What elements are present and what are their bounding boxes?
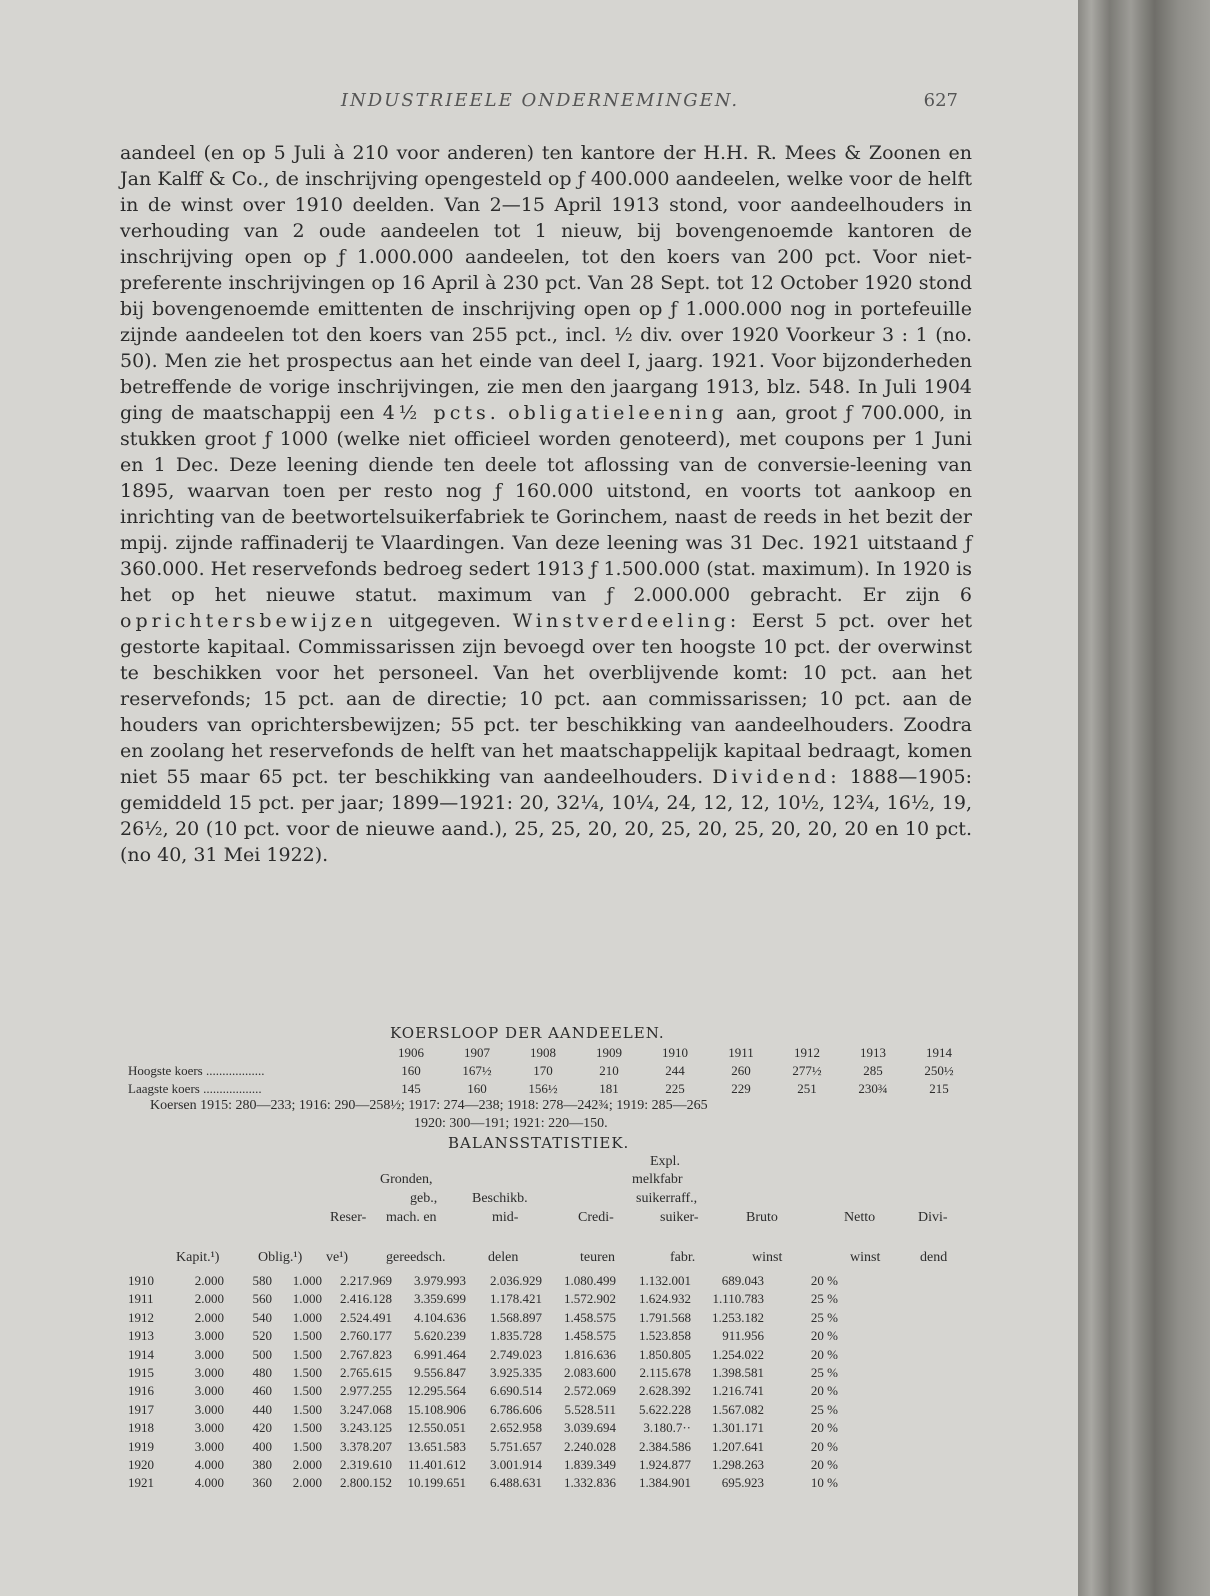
column-header: Bruto (746, 1210, 778, 1225)
table-cell: 3.925.335 (490, 1365, 542, 1381)
spaced-text: oprichtersbewijzen (120, 610, 377, 632)
table-cell: 1.301.171 (712, 1420, 764, 1436)
table-cell: 1.110.783 (712, 1291, 764, 1307)
table-cell: 277½ (792, 1063, 822, 1078)
table-cell: 225 (665, 1081, 685, 1096)
table-cell: 1.850.805 (639, 1346, 691, 1362)
table-cell: 156½ (528, 1081, 558, 1096)
table-cell: 2.572.069 (564, 1383, 616, 1399)
table-cell: 1.791.568 (639, 1309, 691, 1325)
table-row (128, 1364, 838, 1382)
table-cell: 1.298.263 (712, 1457, 764, 1473)
year-cell: 1914 (926, 1045, 952, 1060)
table-cell: 20 % (810, 1438, 838, 1454)
table-row (128, 1346, 838, 1364)
table-cell: 3.000 (194, 1365, 224, 1381)
table-cell: 170 (533, 1063, 553, 1078)
year-cell: 1914 (128, 1346, 154, 1362)
table-cell: 5.751.657 (490, 1438, 542, 1454)
column-header: gereedsch. (386, 1250, 446, 1265)
table-cell: 520 (252, 1328, 272, 1344)
table-row (128, 1327, 838, 1345)
table-cell: 25 % (810, 1365, 838, 1381)
table-row (128, 1474, 838, 1492)
table-cell: 3.180.7·· (643, 1420, 691, 1436)
table-cell: 1.624.932 (639, 1291, 691, 1307)
table-cell: 4.000 (194, 1475, 224, 1491)
table-cell: 1.458.575 (564, 1328, 616, 1344)
table-cell: 215 (929, 1081, 949, 1096)
spaced-text: 4½ pcts. (382, 402, 500, 424)
table-cell: 4.104.636 (414, 1309, 466, 1325)
table-cell: 25 % (810, 1401, 838, 1417)
table-cell: 2.000 (194, 1309, 224, 1325)
table-cell: 20 % (810, 1346, 838, 1362)
text-run: aan, groot ƒ 700.000, in stukken groot ƒ 1000 (welke niet officieel worden genoteerd), met coupons per 1 Juni en 1 Dec. Deze leening diende ten deele tot aflossing van de conversie-leening van 1895, waarvan toen per resto nog ƒ 160.000 uitstond, en voorts tot aankoop en inrichting van de beetwortelsuikerfabriek te Gorinchem, naast de reeds in het bezit der mpij. zijnde raffinaderij te Vlaardingen. Van deze leening was 31 Dec. 1921 uitstaand ƒ 360.000. Het reservefonds bedroeg sedert 1913 ƒ 1.500.000 (stat. maximum). In 1920 is het op het nieuwe statut. maximum van ƒ 2.000.000 gebracht. Er zijn 6 (120, 402, 972, 606)
year-cell: 1907 (464, 1045, 490, 1060)
table-cell: 1.568.897 (490, 1309, 542, 1325)
table-cell: 400 (252, 1438, 272, 1454)
year-cell: 1919 (128, 1438, 154, 1454)
table-row (128, 1401, 838, 1419)
table-cell: 440 (252, 1401, 272, 1417)
table-cell: 3.000 (194, 1401, 224, 1417)
table-cell: 1.500 (292, 1328, 322, 1344)
column-header: winst (850, 1250, 881, 1265)
table-cell: 1.500 (292, 1401, 322, 1417)
column-header: Oblig.¹) (258, 1250, 303, 1265)
year-cell: 1906 (398, 1045, 424, 1060)
table-cell: 1.523.858 (639, 1328, 691, 1344)
table-cell: 10 % (810, 1475, 838, 1491)
table-cell: 911.956 (722, 1328, 764, 1344)
table-cell: 1.500 (292, 1365, 322, 1381)
table-row (128, 1419, 838, 1437)
table-cell: 20 % (810, 1457, 838, 1473)
table-cell: 229 (731, 1081, 751, 1096)
table-cell: 3.000 (194, 1438, 224, 1454)
table-cell: 1.207.641 (712, 1438, 764, 1454)
column-header: ve¹) (326, 1250, 349, 1265)
table-cell: 250½ (924, 1063, 954, 1078)
year-cell: 1911 (728, 1045, 754, 1060)
year-cell: 1921 (128, 1475, 154, 1491)
table-cell: 160 (401, 1063, 421, 1078)
table-cell: 380 (252, 1457, 272, 1473)
table-cell: 2.760.177 (340, 1328, 392, 1344)
column-header: mid- (492, 1210, 519, 1225)
table-cell: 1.216.741 (712, 1383, 764, 1399)
table-cell: 1.080.499 (564, 1273, 616, 1288)
table-cell: 560 (252, 1291, 272, 1307)
column-header: suikerraff., (636, 1191, 698, 1206)
table-row (128, 1290, 838, 1308)
column-header: geb., (410, 1191, 438, 1206)
table-cell: 1.924.877 (639, 1457, 691, 1473)
table-cell: 20 % (810, 1273, 838, 1288)
table-cell: 2.000 (194, 1273, 224, 1288)
table-cell: 167½ (462, 1063, 492, 1078)
table-cell: 3.359.699 (414, 1291, 466, 1307)
koersloop-table (128, 1044, 972, 1098)
column-header: Credi- (578, 1210, 614, 1225)
table-cell: 2.524.491 (340, 1309, 392, 1325)
table-cell: 1.253.182 (712, 1309, 764, 1325)
table-cell: 1.178.421 (490, 1291, 542, 1307)
table-cell: 2.765.615 (340, 1365, 392, 1381)
table-cell: 2.000 (194, 1291, 224, 1307)
table-cell: 3.000 (194, 1420, 224, 1436)
column-header: teuren (580, 1250, 615, 1265)
table-cell: 12.550.051 (407, 1420, 466, 1436)
table-cell: 3.001.914 (490, 1457, 542, 1473)
table-cell: 1.000 (292, 1309, 322, 1325)
table-cell: 6.991.464 (414, 1346, 466, 1362)
table-cell: 1.835.728 (490, 1328, 542, 1344)
text-run: Eerst 5 pct. over het gestorte kapitaal. Commissarissen zijn bevoegd over ten hoogste 10 pct. der overwinst te beschikken voor het personeel. Van het overblijvende komt: 10 pct. aan het reservefonds; 15 pct. aan de directie; 10 pct. aan commissarissen; 10 pct. aan de houders van oprichtersbewijzen; 55 pct. ter beschikking van aandeelhouders. Zoodra en zoolang het reservefonds de helft van het maatschappelijk kapitaal bedraagt, komen niet 55 maar 65 pct. ter beschikking van aandeelhouders. (120, 610, 972, 788)
spaced-text: obligatieleening (508, 402, 728, 424)
table-cell: 1.500 (292, 1346, 322, 1362)
table-cell: 500 (252, 1346, 272, 1362)
table-cell: 230¾ (858, 1081, 888, 1096)
table-cell: 6.786.606 (490, 1401, 542, 1417)
column-header: suiker- (660, 1210, 699, 1225)
table-cell: 6.690.514 (490, 1383, 542, 1399)
table-cell: 1.332.836 (564, 1475, 616, 1491)
table-cell: 210 (599, 1063, 619, 1078)
table-cell: 1.398.581 (712, 1365, 764, 1381)
table-cell: 420 (252, 1420, 272, 1436)
text-run: aandeel (en op 5 Juli à 210 voor anderen) ten kantore der H.H. R. Mees & Zoonen en Jan Kalff & Co., de inschrijving opengesteld op ƒ 400.000 aandeelen, welke voor de helft in de winst over 1910 deelden. Van 2—15 April 1913 stond, voor aandeelhouders in verhouding van 2 oude aandeelen tot 1 nieuw, bij bovengenoemde kantoren de inschrijving open op ƒ 1.000.000 aandeelen, tot den koers van 200 pct. Voor niet-preferente inschrijvingen op 16 April à 230 pct. Van 28 Sept. tot 12 October 1920 stond bij bovengenoemde emittenten de inschrijving open op ƒ 1.000.000 nog in portefeuille zijnde aandeelen tot den koers van 255 pct., incl. ½ div. over 1920 Voorkeur 3 : 1 (no. 50). Men zie het prospectus aan het einde van deel I, jaarg. 1921. Voor bijzonderheden betreffende de vorige inschrijvingen, zie men den jaargang 1913, blz. 548. In Juli 1904 ging de maatschappij een (120, 142, 972, 424)
table-cell: 2.977.255 (340, 1383, 392, 1399)
table-cell: 2.036.929 (490, 1273, 542, 1288)
table-cell: 1.000 (292, 1273, 322, 1288)
table-row (128, 1272, 838, 1290)
table-cell: 1.500 (292, 1420, 322, 1436)
table-cell: 689.043 (721, 1273, 764, 1288)
table-cell: 695.923 (721, 1475, 764, 1491)
table-row (128, 1438, 838, 1456)
table-cell: 1.254.022 (712, 1346, 764, 1362)
table-cell: 2.240.028 (564, 1438, 616, 1454)
table-cell: 2.652.958 (490, 1420, 542, 1436)
table-cell: 1.500 (292, 1383, 322, 1399)
koersen-line: 1920: 300—191; 1921: 220—150. (414, 1116, 608, 1131)
column-header: melkfabr (632, 1172, 683, 1187)
year-cell: 1915 (128, 1365, 154, 1381)
running-head: INDUSTRIEELE ONDERNEMINGEN. (340, 90, 740, 111)
book-spine (1078, 0, 1210, 1596)
year-cell: 1913 (860, 1045, 886, 1060)
year-cell: 1911 (128, 1291, 154, 1307)
table-cell: 1.839.349 (564, 1457, 616, 1473)
table-cell: 2.000 (292, 1475, 322, 1491)
table-cell: 2.416.128 (340, 1291, 392, 1307)
year-cell: 1916 (128, 1383, 154, 1399)
table-cell: 3.039.694 (564, 1420, 616, 1436)
table-row (128, 1080, 972, 1098)
table-cell: 251 (797, 1081, 817, 1096)
table-cell: 460 (252, 1383, 272, 1399)
table-cell: 1.816.636 (564, 1346, 616, 1362)
column-header: Divi- (918, 1210, 948, 1225)
balans-title: BALANSSTATISTIEK. (448, 1134, 630, 1152)
table-cell: 2.628.392 (639, 1383, 691, 1399)
year-cell: 1920 (128, 1457, 154, 1473)
koersen-line: Koersen 1915: 280—233; 1916: 290—258½; 1917: 274—238; 1918: 278—242¾; 1919: 285—265 (150, 1098, 708, 1113)
balans-body (128, 1272, 838, 1493)
table-cell: 244 (665, 1063, 685, 1078)
table-cell: 11.401.612 (407, 1457, 466, 1473)
year-cell: 1912 (128, 1309, 154, 1325)
table-cell: 3.979.993 (414, 1273, 466, 1288)
table-cell: 3.000 (194, 1346, 224, 1362)
page-number: 627 (923, 90, 958, 111)
table-cell: 20 % (810, 1328, 838, 1344)
koersloop-title: KOERSLOOP DER AANDEELEN. (390, 1024, 665, 1042)
table-cell: 25 % (810, 1291, 838, 1307)
table-row (128, 1456, 838, 1474)
table-cell: 10.199.651 (407, 1475, 466, 1491)
table-cell: 2.115.678 (639, 1365, 691, 1381)
table-cell: 2.083.600 (564, 1365, 616, 1381)
year-cell: 1917 (128, 1401, 154, 1417)
table-cell: 540 (252, 1309, 272, 1325)
table-cell: 145 (401, 1081, 421, 1096)
spaced-text: Winstverdeeling: (512, 610, 741, 632)
text-run: uitgegeven. (388, 610, 502, 632)
year-cell: 1910 (128, 1273, 154, 1288)
table-cell: 2.767.823 (340, 1346, 392, 1362)
table-cell: 2.800.152 (340, 1475, 392, 1491)
table-cell: 360 (252, 1475, 272, 1491)
table-row (128, 1062, 972, 1080)
table-cell: 9.556.847 (414, 1365, 466, 1381)
column-header: mach. en (386, 1210, 437, 1225)
column-header: delen (488, 1250, 519, 1265)
table-cell: 3.378.207 (340, 1438, 392, 1454)
table-cell: 5.620.239 (414, 1328, 466, 1344)
year-cell: 1909 (596, 1045, 622, 1060)
table-cell: 2.000 (292, 1457, 322, 1473)
table-cell: 480 (252, 1365, 272, 1381)
table-cell: 2.217.969 (340, 1273, 392, 1288)
table-cell: 1.572.902 (564, 1291, 616, 1307)
table-cell: 5.622.228 (639, 1401, 691, 1417)
table-cell: 181 (599, 1081, 619, 1096)
text-run: 1888—1905: gemiddeld 15 pct. per jaar; 1899—1921: 20, 32¼, 10¼, 24, 12, 12, 10½, 12¾, 16½, 19, 26½, 20 (10 pct. voor de nieuwe aand.), 25, 25, 20, 20, 25, 20, 25, 20, 20, 20 en 10 pct. (no 40, 31 Mei 1922). (120, 766, 972, 866)
table-cell: 1.132.001 (639, 1273, 691, 1288)
column-header: dend (920, 1250, 948, 1265)
page-header (120, 90, 960, 118)
year-cell: 1908 (530, 1045, 556, 1060)
column-header: winst (752, 1250, 783, 1265)
table-cell: 25 % (810, 1309, 838, 1325)
year-cell: 1910 (662, 1045, 688, 1060)
column-header: Reser- (330, 1210, 367, 1225)
balans-table (128, 1272, 838, 1493)
body-text (120, 140, 972, 868)
table-cell: 580 (252, 1273, 272, 1288)
column-header: fabr. (670, 1250, 696, 1265)
table-cell: 285 (863, 1063, 883, 1078)
column-header: Beschikb. (472, 1191, 528, 1206)
column-header: Expl. (650, 1154, 680, 1169)
table-cell: 1.567.082 (712, 1401, 764, 1417)
table-row (128, 1309, 838, 1327)
table-cell: 260 (731, 1063, 751, 1078)
column-header: Gronden, (380, 1172, 433, 1187)
table-cell: 20 % (810, 1383, 838, 1399)
row-label: Laagste koers .................. (128, 1081, 262, 1096)
table-cell: 1.000 (292, 1291, 322, 1307)
table-cell: 2.384.586 (639, 1438, 691, 1454)
column-header: Netto (844, 1210, 876, 1225)
table-cell: 160 (467, 1081, 487, 1096)
table-cell: 13.651.583 (407, 1438, 466, 1454)
table-cell: 4.000 (194, 1457, 224, 1473)
table-cell: 20 % (810, 1420, 838, 1436)
table-cell: 3.000 (194, 1328, 224, 1344)
table-cell: 3.000 (194, 1383, 224, 1399)
table-cell: 2.319.610 (340, 1457, 392, 1473)
row-label: Hoogste koers .................. (128, 1063, 265, 1078)
table-cell: 2.749.023 (490, 1346, 542, 1362)
table-cell: 1.384.901 (639, 1475, 691, 1491)
table-cell: 1.500 (292, 1438, 322, 1454)
table-header-row (128, 1044, 972, 1062)
table-cell: 1.458.575 (564, 1309, 616, 1325)
table-cell: 12.295.564 (407, 1383, 466, 1399)
paragraph (120, 140, 972, 868)
year-cell: 1912 (794, 1045, 820, 1060)
spaced-text: Dividend: (712, 766, 841, 788)
table-cell: 5.528.511 (564, 1401, 616, 1417)
year-cell: 1918 (128, 1420, 154, 1436)
year-cell: 1913 (128, 1328, 154, 1344)
table-row (128, 1382, 838, 1400)
table-cell: 3.243.125 (340, 1420, 392, 1436)
column-header: Kapit.¹) (176, 1250, 220, 1265)
table-cell: 6.488.631 (490, 1475, 542, 1491)
table-cell: 3.247.068 (340, 1401, 392, 1417)
table-cell: 15.108.906 (407, 1401, 466, 1417)
